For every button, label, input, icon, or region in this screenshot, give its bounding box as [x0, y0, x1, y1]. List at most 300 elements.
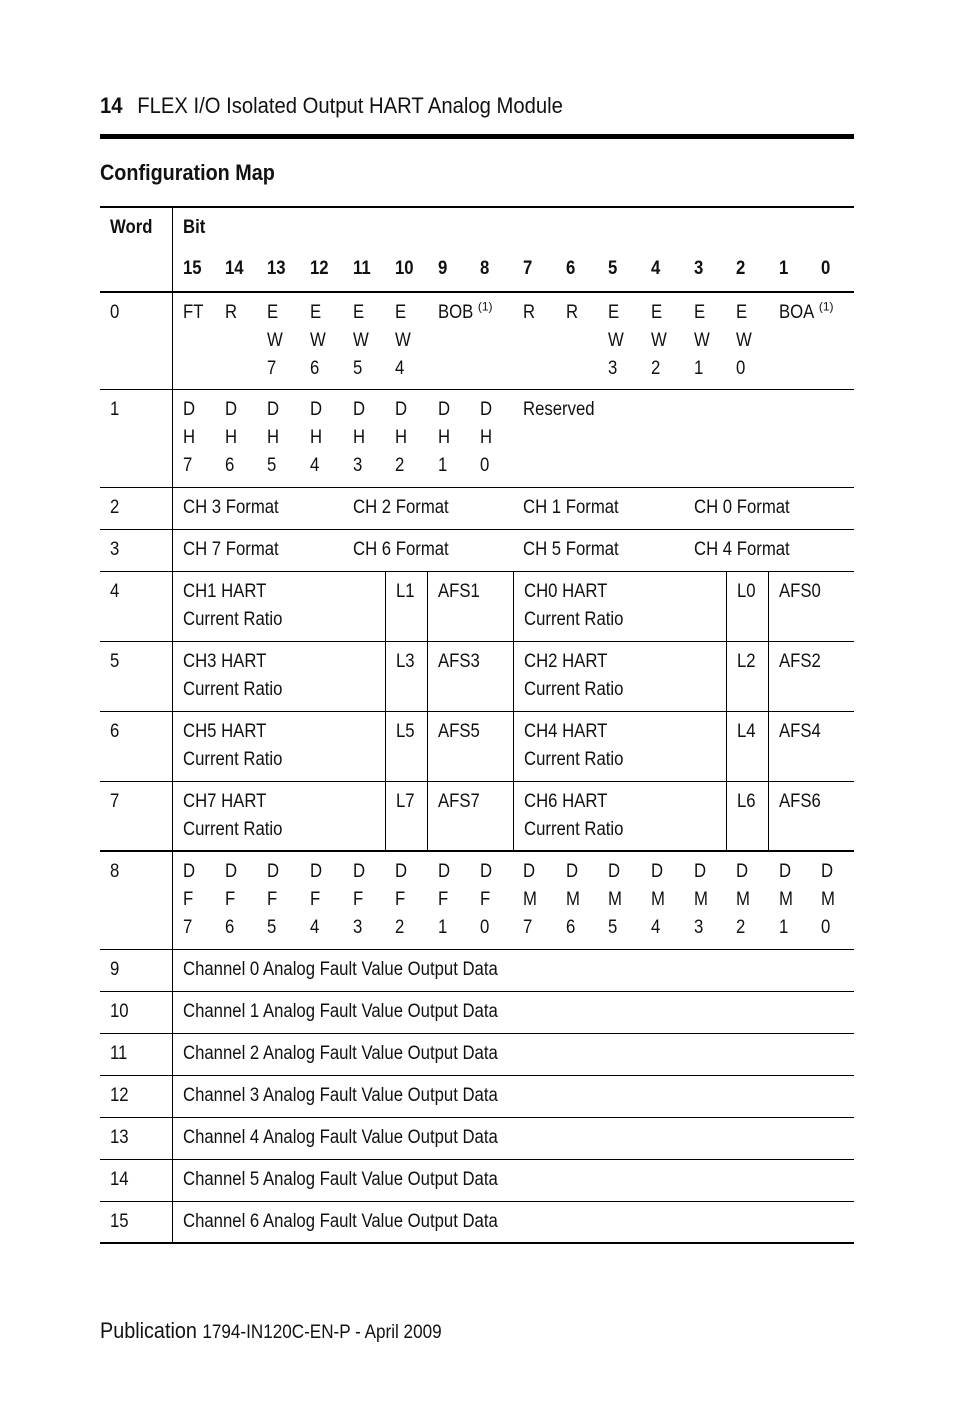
stacked-char: 4 [309, 917, 320, 938]
stacked-char: W [352, 330, 369, 351]
word-number [100, 641, 172, 711]
bit-dh3 [343, 389, 386, 487]
channel-format [513, 529, 684, 571]
word-number [100, 571, 172, 641]
bit-dm1 [769, 851, 812, 949]
bit-dh0 [470, 389, 513, 487]
stacked-char: 1 [437, 917, 448, 938]
stacked-char: 2 [395, 454, 405, 476]
bit-dm3-stacked-text [694, 858, 708, 942]
stacked-char: 7 [182, 917, 192, 938]
word-number-text: 12 [110, 1084, 129, 1106]
word-number-text: 6 [110, 720, 120, 742]
fault-value-description [172, 1201, 854, 1243]
bit-number-9 [428, 249, 471, 292]
stacked-char: D [309, 398, 322, 420]
hart-ratio-high-text: CH3 HART Current Ratio [182, 650, 282, 700]
bit-number-6 [556, 249, 599, 292]
stacked-char: M [736, 889, 751, 910]
stacked-char: D [224, 398, 237, 420]
stacked-char: H [224, 426, 237, 448]
hart-ratio-low-text: CH6 HART Current Ratio [523, 790, 623, 840]
footnote-marker: (1) [477, 299, 493, 314]
stacked-char: 2 [650, 358, 661, 379]
channel-format [513, 487, 684, 529]
stacked-char: 4 [395, 358, 405, 379]
stacked-char: F [480, 889, 491, 910]
stacked-char: F [437, 889, 448, 910]
stacked-char: D [437, 861, 450, 882]
bit-header-text: Bit [182, 217, 205, 238]
afs-low [769, 641, 854, 711]
stacked-char: D [224, 861, 237, 882]
stacked-char: D [352, 861, 365, 882]
stacked-char: 3 [352, 917, 362, 938]
bit-number-13 [257, 249, 300, 292]
bit-number-8 [470, 249, 513, 292]
word-number-text: 1 [110, 398, 120, 420]
bit-dh2 [385, 389, 428, 487]
afs-low [769, 711, 854, 781]
table-row [100, 1075, 854, 1117]
bit-r15 [215, 292, 258, 389]
loop-bit-low-text: L4 [736, 720, 756, 742]
bit-dh4-stacked-text [310, 396, 322, 480]
stacked-char: D [437, 398, 450, 420]
hart-ratio-low-text: CH4 HART Current Ratio [523, 720, 623, 770]
word-number [100, 1033, 172, 1075]
bit-ew3 [598, 292, 641, 389]
stacked-char: E [608, 302, 620, 323]
bit-dh4 [300, 389, 343, 487]
bit-header [172, 207, 854, 249]
bit-ew4 [385, 292, 428, 389]
fault-value-description-text: Channel 2 Analog Fault Value Output Data [182, 1042, 498, 1064]
bit-number-0-text: 0 [821, 258, 831, 279]
loop-bit-low-text: L6 [736, 790, 756, 812]
stacked-char: D [267, 861, 280, 882]
bit-dm0-stacked-text [821, 858, 835, 942]
loop-bit-high-text: L5 [395, 720, 415, 742]
hart-ratio-high-text: CH5 HART Current Ratio [182, 720, 282, 770]
bit-ft-text: FT [182, 302, 203, 323]
bit-number-1 [769, 249, 812, 292]
bit-number-3 [684, 249, 727, 292]
word-number [100, 1117, 172, 1159]
afs-high [428, 641, 513, 711]
stacked-char: E [395, 302, 407, 323]
bit-dm5-stacked-text [608, 858, 622, 942]
loop-bit-high [385, 781, 428, 851]
afs-high [428, 571, 513, 641]
stacked-char: 2 [395, 917, 405, 938]
channel-format [684, 529, 855, 571]
reserved-cell-text: Reserved [523, 398, 595, 420]
word-header [100, 207, 172, 249]
stacked-char: F [309, 889, 321, 910]
bit-number-5 [598, 249, 641, 292]
stacked-char: W [395, 330, 411, 351]
bit-ew5 [343, 292, 386, 389]
bit-dm6-stacked-text [566, 858, 580, 942]
stacked-char: W [608, 330, 625, 351]
word-number [100, 529, 172, 571]
afs-high-text: AFS5 [438, 720, 481, 742]
bit-number-15-text: 15 [182, 258, 202, 279]
publication-label: Publication [100, 1318, 197, 1343]
bit-df7 [172, 851, 215, 949]
bit-df2-stacked-text [395, 858, 407, 942]
stacked-char: M [608, 889, 623, 910]
table-row [100, 641, 854, 711]
hart-ratio-high-text: CH7 HART Current Ratio [182, 790, 282, 840]
fault-value-description [172, 1159, 854, 1201]
stacked-char: D [395, 398, 408, 420]
stacked-char: 3 [693, 917, 703, 938]
channel-format [343, 529, 514, 571]
stacked-char: 1 [778, 917, 789, 938]
bit-dh7 [172, 389, 215, 487]
bit-number-12 [300, 249, 343, 292]
stacked-char: E [650, 302, 663, 323]
word-header-blank [100, 249, 172, 292]
channel-format-text: CH 4 Format [693, 538, 790, 560]
word-number [100, 711, 172, 781]
hart-ratio-high [172, 641, 385, 711]
stacked-char: D [395, 861, 408, 882]
word-number-text: 7 [110, 790, 120, 812]
stacked-char: W [736, 330, 752, 351]
stacked-char: F [182, 889, 193, 910]
bit-dh7-stacked-text [183, 396, 195, 480]
stacked-char: E [267, 302, 279, 323]
loop-bit-high [385, 641, 428, 711]
stacked-char: W [650, 330, 667, 351]
stacked-char: D [736, 861, 749, 882]
afs-low-text: AFS2 [779, 650, 822, 672]
word-number-text: 8 [110, 861, 120, 882]
word-number-text: 3 [110, 538, 120, 560]
bit-boa-text: BOA [778, 302, 815, 323]
fault-value-description-text: Channel 5 Analog Fault Value Output Data [182, 1168, 498, 1190]
stacked-char: D [182, 398, 195, 420]
stacked-char: D [352, 398, 365, 420]
word-number [100, 1075, 172, 1117]
loop-bit-low-text: L0 [736, 580, 756, 602]
bit-df6 [215, 851, 258, 949]
stacked-char: H [267, 426, 280, 448]
bit-ew7-stacked-text [267, 299, 283, 383]
bit-ew4-stacked-text [395, 299, 411, 383]
bit-number-8-text: 8 [480, 258, 490, 279]
bit-number-9-text: 9 [437, 258, 448, 279]
publication-id: 1794-IN120C-EN-P - April 2009 [202, 1322, 442, 1343]
stacked-char: F [395, 889, 406, 910]
table-row [100, 1117, 854, 1159]
fault-value-description [172, 1033, 854, 1075]
afs-low-text: AFS4 [779, 720, 822, 742]
table-row [100, 781, 854, 851]
loop-bit-low [726, 641, 769, 711]
stacked-char: 6 [224, 454, 234, 476]
fault-value-description-text: Channel 1 Analog Fault Value Output Data [182, 1000, 498, 1022]
stacked-char: 7 [523, 917, 533, 938]
bit-number-14 [215, 249, 258, 292]
stacked-char: 1 [693, 358, 703, 379]
bit-number-2 [726, 249, 769, 292]
word-number [100, 949, 172, 991]
bit-dm4 [641, 851, 684, 949]
stacked-char: D [309, 861, 322, 882]
hart-ratio-low [513, 571, 726, 641]
channel-format [172, 487, 343, 529]
bit-r6 [556, 292, 599, 389]
word-number-text: 11 [110, 1042, 128, 1064]
word-number [100, 292, 172, 389]
bit-number-13-text: 13 [267, 258, 286, 279]
fault-value-description-text: Channel 0 Analog Fault Value Output Data [182, 958, 498, 980]
afs-low [769, 781, 854, 851]
bit-dm4-stacked-text [651, 858, 665, 942]
stacked-char: M [693, 889, 708, 910]
stacked-char: H [352, 426, 365, 448]
channel-format-text: CH 7 Format [182, 538, 279, 560]
bit-dh1 [428, 389, 471, 487]
bit-dh1-stacked-text [438, 396, 450, 480]
bit-ew3-stacked-text [608, 299, 624, 383]
bit-dh6 [215, 389, 258, 487]
bit-dh5-stacked-text [267, 396, 279, 480]
word-number-text: 9 [110, 958, 120, 980]
page-header [100, 93, 794, 119]
stacked-char: D [267, 398, 280, 420]
afs-low [769, 571, 854, 641]
loop-bit-low [726, 571, 769, 641]
stacked-char: D [821, 861, 834, 882]
table-row [100, 487, 854, 529]
stacked-char: F [352, 889, 363, 910]
stacked-char: 5 [352, 358, 362, 379]
word-number [100, 1201, 172, 1243]
hart-ratio-low-text: CH2 HART Current Ratio [523, 650, 623, 700]
bit-dm5 [598, 851, 641, 949]
hart-ratio-low-text: CH0 HART Current Ratio [523, 580, 623, 630]
afs-high-text: AFS7 [438, 790, 481, 812]
word-number [100, 991, 172, 1033]
stacked-char: D [608, 861, 621, 882]
stacked-char: E [352, 302, 364, 323]
stacked-char: D [480, 861, 493, 882]
bit-number-2-text: 2 [736, 258, 746, 279]
stacked-char: 5 [267, 454, 277, 476]
stacked-char: 3 [352, 454, 362, 476]
bit-ew5-stacked-text [353, 299, 369, 383]
table-row [100, 571, 854, 641]
bit-number-7 [513, 249, 556, 292]
word-header-text: Word [110, 217, 153, 238]
stacked-char: E [736, 302, 748, 323]
bit-dh2-stacked-text [395, 396, 407, 480]
table-row [100, 851, 854, 949]
bit-dm2-stacked-text [736, 858, 750, 942]
channel-format-text: CH 3 Format [182, 496, 279, 518]
word-number-text: 10 [110, 1000, 129, 1022]
bit-ew0-stacked-text [736, 299, 752, 383]
afs-low-text: AFS6 [779, 790, 822, 812]
hart-ratio-low [513, 711, 726, 781]
table-row [100, 1033, 854, 1075]
document-title: FLEX I/O Isolated Output HART Analog Module [137, 93, 563, 118]
channel-format-text: CH 0 Format [693, 496, 790, 518]
stacked-char: 7 [267, 358, 277, 379]
bit-r6-text: R [565, 302, 578, 323]
stacked-char: 3 [608, 358, 618, 379]
loop-bit-low [726, 711, 769, 781]
bit-dm3 [684, 851, 727, 949]
stacked-char: 6 [224, 917, 234, 938]
loop-bit-low-text: L2 [736, 650, 756, 672]
table-row [100, 1201, 854, 1243]
bit-dm7-stacked-text [523, 858, 537, 942]
bit-ew2-stacked-text [651, 299, 667, 383]
stacked-char: H [309, 426, 322, 448]
bit-df4-stacked-text [310, 858, 322, 942]
channel-format-text: CH 5 Format [523, 538, 619, 560]
stacked-char: D [565, 861, 578, 882]
stacked-char: E [309, 302, 322, 323]
fault-value-description [172, 1117, 854, 1159]
bit-df5 [257, 851, 300, 949]
bit-dm6 [556, 851, 599, 949]
word-number-text: 15 [110, 1210, 129, 1232]
bit-number-1-text: 1 [778, 258, 789, 279]
loop-bit-high [385, 571, 428, 641]
hart-ratio-high-text: CH1 HART Current Ratio [182, 580, 282, 630]
stacked-char: W [693, 330, 710, 351]
afs-high [428, 711, 513, 781]
bit-df1-stacked-text [438, 858, 450, 942]
stacked-char: 4 [309, 454, 320, 476]
bit-boa [769, 292, 854, 389]
word-number-text: 5 [110, 650, 120, 672]
hart-ratio-high [172, 571, 385, 641]
bit-ft [172, 292, 215, 389]
table-row [100, 389, 854, 487]
loop-bit-high-text: L1 [395, 580, 415, 602]
stacked-char: M [778, 889, 793, 910]
bit-df4 [300, 851, 343, 949]
afs-high [428, 781, 513, 851]
stacked-char: M [650, 889, 665, 910]
word-number-text: 13 [110, 1126, 129, 1148]
bit-df2 [385, 851, 428, 949]
stacked-char: E [693, 302, 705, 323]
word-number-text: 14 [110, 1168, 129, 1190]
bit-r7 [513, 292, 556, 389]
stacked-char: 5 [608, 917, 618, 938]
channel-format [172, 529, 343, 571]
bit-df5-stacked-text [267, 858, 279, 942]
stacked-char: D [650, 861, 663, 882]
configuration-map-table [100, 206, 854, 1244]
footnote-marker: (1) [818, 299, 834, 314]
stacked-char: 0 [736, 358, 746, 379]
stacked-char: 4 [650, 917, 661, 938]
bit-dh0-stacked-text [480, 396, 492, 480]
bit-number-11 [343, 249, 386, 292]
channel-format-text: CH 1 Format [523, 496, 619, 518]
channel-format-text: CH 6 Format [352, 538, 449, 560]
stacked-char: 1 [437, 454, 448, 476]
bit-ew7 [257, 292, 300, 389]
bit-ew0 [726, 292, 769, 389]
loop-bit-high-text: L7 [395, 790, 415, 812]
bit-number-14-text: 14 [224, 258, 244, 279]
bit-df6-stacked-text [225, 858, 237, 942]
stacked-char: M [523, 889, 537, 910]
hart-ratio-low [513, 641, 726, 711]
stacked-char: 6 [309, 358, 320, 379]
bit-df3-stacked-text [353, 858, 365, 942]
bit-ew6 [300, 292, 343, 389]
bit-ew1 [684, 292, 727, 389]
bit-number-3-text: 3 [693, 258, 703, 279]
reserved-cell [513, 389, 854, 487]
word-number [100, 487, 172, 529]
channel-format-text: CH 2 Format [352, 496, 449, 518]
stacked-char: 0 [480, 917, 490, 938]
channel-format [684, 487, 855, 529]
loop-bit-low [726, 781, 769, 851]
bit-dm0 [811, 851, 854, 949]
fault-value-description-text: Channel 3 Analog Fault Value Output Data [182, 1084, 498, 1106]
bit-number-15 [172, 249, 215, 292]
page-footer [100, 1318, 442, 1344]
bit-number-5-text: 5 [608, 258, 618, 279]
stacked-char: D [523, 861, 536, 882]
stacked-char: M [821, 889, 836, 910]
stacked-char: F [267, 889, 278, 910]
hart-ratio-high [172, 711, 385, 781]
loop-bit-high [385, 711, 428, 781]
stacked-char: H [480, 426, 493, 448]
fault-value-description [172, 1075, 854, 1117]
bit-number-10 [385, 249, 428, 292]
stacked-char: H [395, 426, 408, 448]
bit-dm7 [513, 851, 556, 949]
stacked-char: W [267, 330, 284, 351]
stacked-char: 6 [565, 917, 575, 938]
bit-df7-stacked-text [183, 858, 195, 942]
table-row [100, 292, 854, 389]
bit-r7-text: R [523, 302, 536, 323]
bit-df0-stacked-text [480, 858, 492, 942]
word-number-text: 0 [110, 302, 120, 323]
stacked-char: D [693, 861, 706, 882]
bit-dh6-stacked-text [225, 396, 237, 480]
bit-number-4-text: 4 [650, 258, 661, 279]
bit-number-7-text: 7 [523, 258, 533, 279]
bit-number-4 [641, 249, 684, 292]
bit-number-6-text: 6 [565, 258, 575, 279]
header-rule [100, 134, 854, 139]
table-row [100, 207, 854, 249]
word-number [100, 1159, 172, 1201]
bit-number-11-text: 11 [352, 258, 371, 279]
stacked-char: 0 [480, 454, 490, 476]
afs-high-text: AFS1 [438, 580, 481, 602]
bit-df0 [470, 851, 513, 949]
